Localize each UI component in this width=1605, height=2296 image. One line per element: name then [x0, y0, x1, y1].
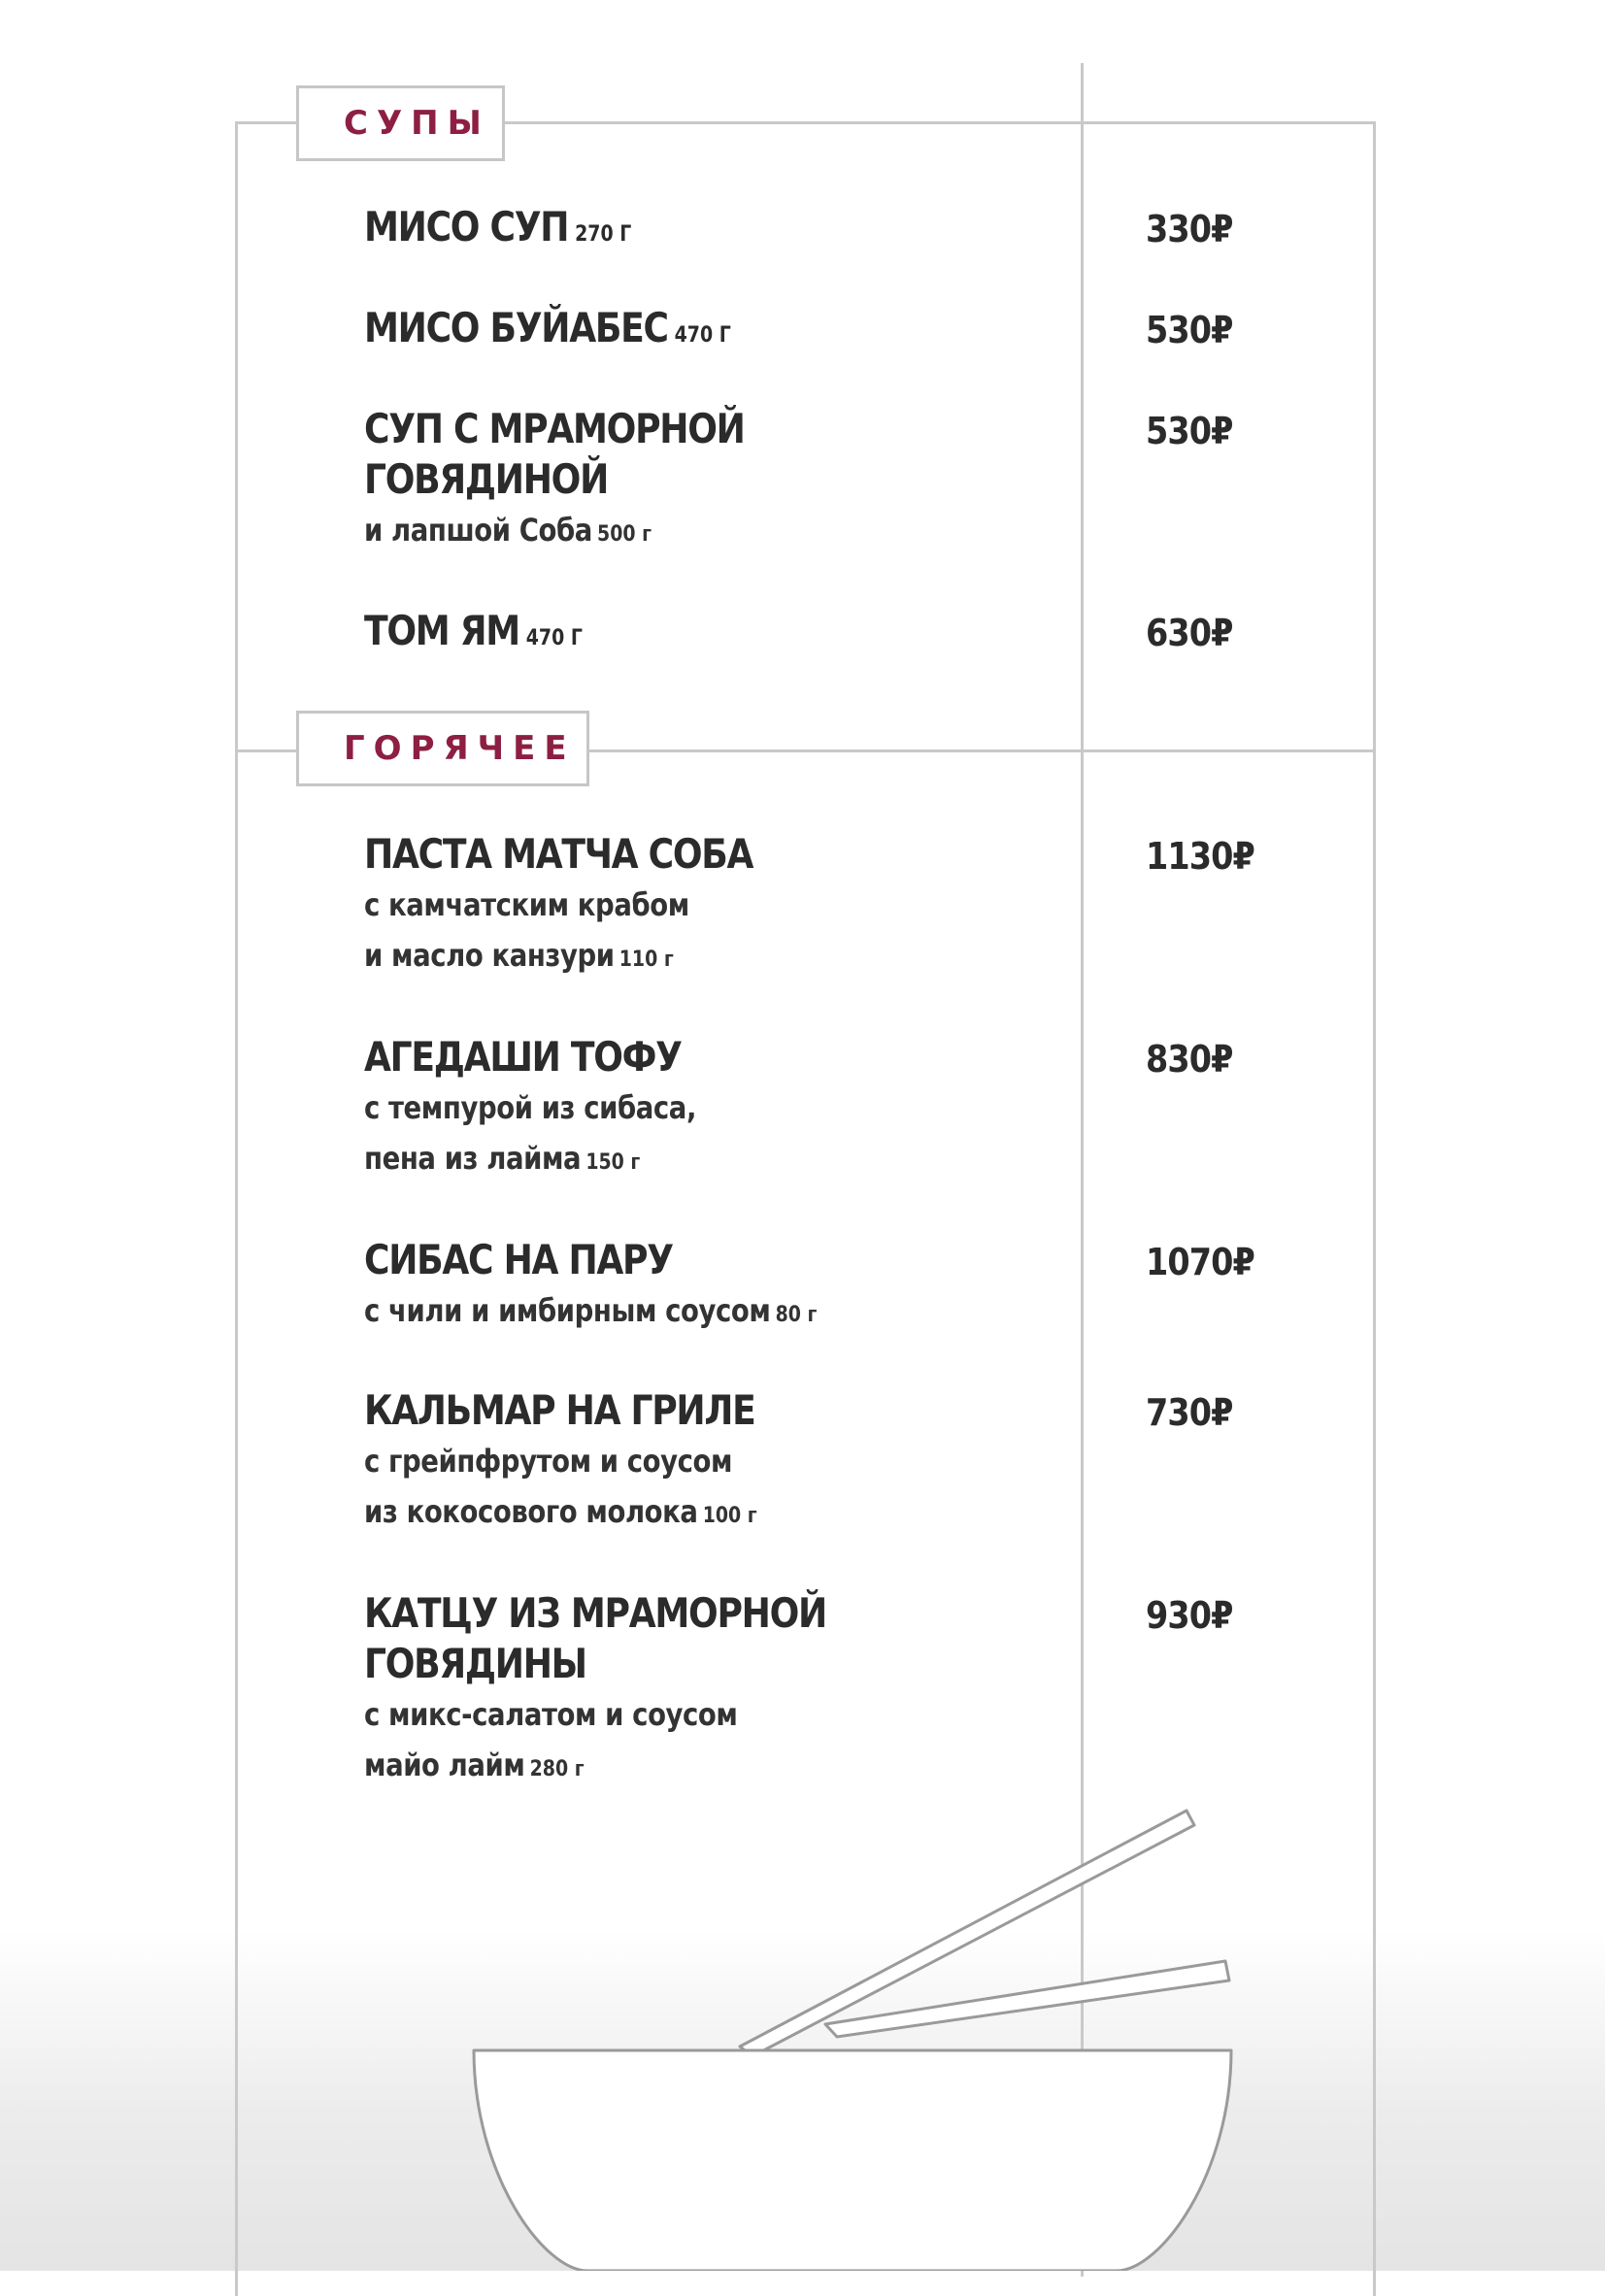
item-name-line: ГОВЯДИНОЙ [364, 455, 609, 503]
item-description [364, 930, 949, 985]
item-price: 730₽ [1146, 1391, 1233, 1434]
item-weight: 150 г [585, 1150, 641, 1175]
item-price: 530₽ [1146, 309, 1233, 351]
item-price: 530₽ [1146, 410, 1233, 452]
menu-item [364, 303, 1044, 361]
item-weight: 80 г [775, 1303, 818, 1327]
item-name-text: ТОМ ЯМ [364, 607, 519, 654]
menu-item [364, 1235, 1044, 1341]
item-price: 830₽ [1146, 1038, 1233, 1081]
item-description-line: и лапшой Соба [364, 512, 592, 549]
item-weight: 470 Г [525, 626, 583, 650]
menu-item [364, 404, 1044, 560]
item-description [364, 1133, 949, 1188]
item-weight: 270 Г [575, 222, 632, 247]
item-weight: 500 г [597, 522, 652, 547]
item-description-line: с темпурой из сибаса, [364, 1089, 696, 1126]
item-name [364, 202, 949, 260]
section-title-soups: СУПЫ [296, 85, 505, 161]
item-price: 630₽ [1146, 612, 1233, 654]
menu-item [364, 829, 1044, 985]
item-description-line: майо лайм [364, 1747, 525, 1783]
item-name-line: ГОВЯДИНЫ [364, 1640, 586, 1687]
item-name [364, 606, 949, 664]
item-description-line: с микс-салатом и соусом [364, 1696, 738, 1733]
item-description-line: с грейпфрутом и соусом [364, 1443, 733, 1480]
item-description [364, 1486, 949, 1542]
item-description-line: с чили и имбирным соусом [364, 1292, 771, 1329]
menu-item [364, 1588, 1044, 1795]
item-price: 1130₽ [1146, 835, 1254, 878]
item-price: 1070₽ [1146, 1241, 1254, 1283]
menu-item [364, 606, 1044, 664]
item-description [364, 1285, 949, 1341]
price-column-divider [1081, 63, 1084, 2277]
item-weight: 110 г [619, 948, 674, 972]
section-title-hot: ГОРЯЧЕЕ [296, 711, 589, 786]
item-weight: 100 г [702, 1504, 757, 1528]
item-description-line: из кокосового молока [364, 1493, 698, 1530]
item-name-text: МИСО СУП [364, 203, 569, 250]
item-name: СИБАС НА ПАРУ [364, 1236, 673, 1283]
item-name: ПАСТА МАТЧА СОБА [364, 830, 753, 878]
item-description [364, 1740, 949, 1795]
item-name-line: КАТЦУ ИЗ МРАМОРНОЙ [364, 1589, 826, 1637]
menu-item [364, 202, 1044, 260]
item-name: КАЛЬМАР НА ГРИЛЕ [364, 1386, 755, 1434]
item-weight: 280 г [529, 1757, 585, 1781]
item-name-text: МИСО БУЙАБЕС [364, 304, 668, 351]
item-description-line: и масло канзури [364, 937, 615, 974]
item-name: АГЕДАШИ ТОФУ [364, 1033, 682, 1081]
item-description-line: пена из лайма [364, 1140, 582, 1177]
item-description-line: с камчатским крабом [364, 886, 689, 923]
menu-item [364, 1385, 1044, 1542]
menu-item [364, 1032, 1044, 1188]
item-price: 930₽ [1146, 1594, 1233, 1637]
item-price: 330₽ [1146, 208, 1233, 250]
item-name-line: СУП С МРАМОРНОЙ [364, 405, 745, 452]
item-name [364, 303, 949, 361]
item-weight: 470 Г [674, 323, 731, 348]
item-description [364, 505, 949, 560]
